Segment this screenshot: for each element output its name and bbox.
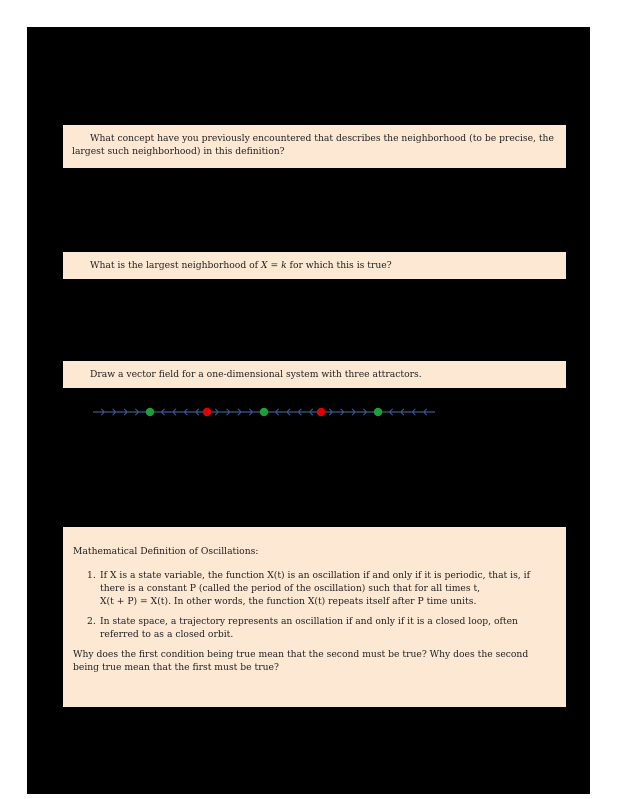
math-expression: X = k — [260, 260, 287, 271]
item-number: 1. — [87, 570, 96, 581]
item-number: 2. — [87, 616, 96, 627]
question-text-start: What is the largest neighborhood of — [90, 260, 261, 271]
question-text: What concept have you previously encountered that describes the neighborhood (to be precise, the largest such neighborhood) in this definition? — [72, 133, 554, 157]
question-text — [72, 259, 557, 272]
item-line: there is a constant P (called the period of the oscillation) such that for all times t, — [100, 583, 481, 594]
question-box-neighborhood-concept — [63, 125, 566, 168]
item-line: X(t + P) = X(t). In other words, the function X(t) repeats itself after P time units. — [100, 596, 477, 607]
question-text: Draw a vector field for a one-dimensional system with three attractors. — [90, 369, 422, 380]
definition-item-periodic — [73, 569, 556, 608]
vector-field-diagram — [89, 403, 439, 421]
document-page — [27, 27, 590, 794]
definition-item-closed-orbit — [73, 615, 556, 641]
attractor-point — [146, 408, 154, 416]
definition-title: Mathematical Definition of Oscillations: — [73, 546, 259, 557]
question-text-end: for which this is true? — [286, 260, 392, 271]
attractor-point — [260, 408, 268, 416]
item-line: In state space, a trajectory represents an oscillation if and only if it is a closed loop, often — [100, 616, 518, 627]
definition-question: Why does the first condition being true mean that the second must be true? Why does the second being true mean that the first must be true? — [73, 649, 529, 673]
question-box-vector-field — [63, 361, 566, 388]
attractor-point — [374, 408, 382, 416]
item-line: referred to as a closed orbit. — [100, 629, 234, 640]
repeller-point — [317, 408, 325, 416]
item-line: If X is a state variable, the function X(t) is an oscillation if and only if it is periodic, that is, if — [100, 570, 530, 581]
repeller-point — [203, 408, 211, 416]
oscillation-definition-box — [63, 527, 566, 707]
question-box-largest-neighborhood — [63, 252, 566, 279]
